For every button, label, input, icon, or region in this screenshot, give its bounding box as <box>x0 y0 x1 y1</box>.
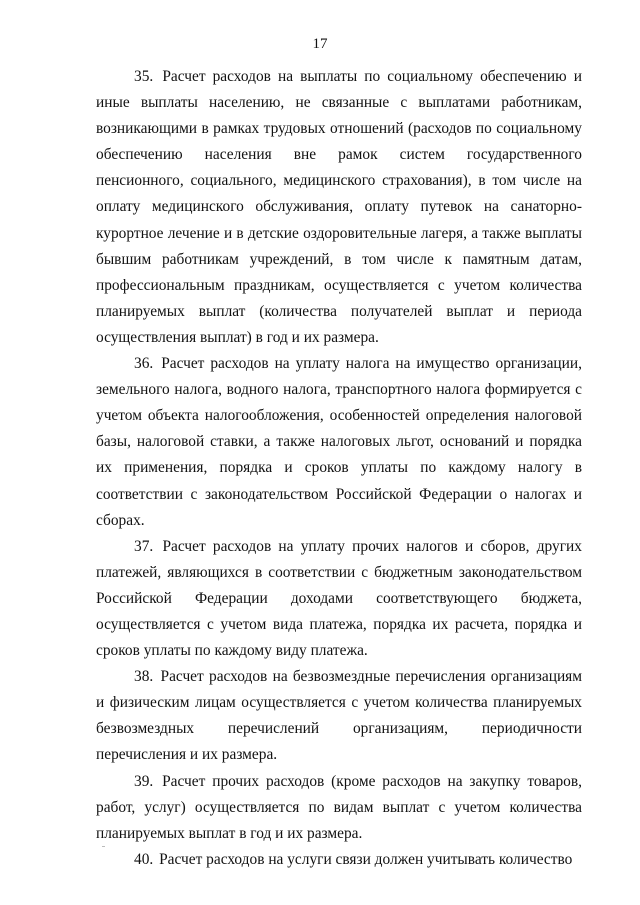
scan-mark <box>102 846 105 847</box>
paragraph-text: Расчет расходов на безвозмездные перечисления организациям и физическим лицам осуществляется с учетом количества планируемых безвозмездных перечислений организациям, периодичности перечисления и их размера. <box>96 668 582 764</box>
paragraph-text: Расчет расходов на уплату налога на имущество организации, земельного налога, водного налога, транспортного налога формируется с учетом объекта налогообложения, особенностей определения налоговой базы, налоговой ставки, а также налоговых льгот, оснований и порядка их применения, порядка и сроков уплаты по каждому налогу в соответствии с законодательством Российской Федерации о налогах и сборах. <box>96 355 582 529</box>
paragraph-text: Расчет прочих расходов (кроме расходов на закупку товаров, работ, услуг) осуществляется по видам выплат с учетом количества планируемых выплат в год и их размера. <box>96 772 582 842</box>
paragraph-number: 35. <box>134 68 154 85</box>
paragraph-38 <box>96 664 582 768</box>
paragraph-36 <box>96 351 582 534</box>
paragraph-text: Расчет расходов на уплату прочих налогов и сборов, других платежей, являющихся в соответствии с бюджетным законодательством Российской Федерации доходами соответствующего бюджета, осуществляется с учетом вида платежа, порядка их расчета, порядка и сроков уплаты по каждому виду платежа. <box>96 537 582 660</box>
paragraph-text: Расчет расходов на услуги связи должен учитывать количество <box>159 850 573 868</box>
paragraph-number: 40. <box>134 850 154 868</box>
paragraph-number: 39. <box>134 772 154 790</box>
page-number: 17 <box>312 36 328 52</box>
paragraph-37 <box>96 534 582 664</box>
paragraph-35 <box>96 64 582 351</box>
paragraph-number: 38. <box>134 668 154 686</box>
paragraph-39 <box>96 769 582 847</box>
paragraph-number: 37. <box>134 537 154 555</box>
paragraph-number: 36. <box>134 355 154 373</box>
document-body <box>96 64 582 873</box>
paragraph-text: Расчет расходов на выплаты по социальному обеспечению и иные выплаты населению, не связанные с выплатами работникам, возникающими в рамках трудовых отношений (расходов по социальному обеспечению населения вне рамок систем государственного пенсионного, социального, медицинского страхования), в том числе на оплату медицинского обслуживания, оплату путевок на санаторно-курортное лечение и в детские оздоровительные лагеря, а также выплаты бывшим работникам учреждений, в том числе к памятным датам, профессиональным праздникам, осуществляется с учетом количества планируемых выплат (количества получателей выплат и периода осуществления выплат) в год и их размера. <box>96 68 582 346</box>
paragraph-40 <box>96 847 582 873</box>
